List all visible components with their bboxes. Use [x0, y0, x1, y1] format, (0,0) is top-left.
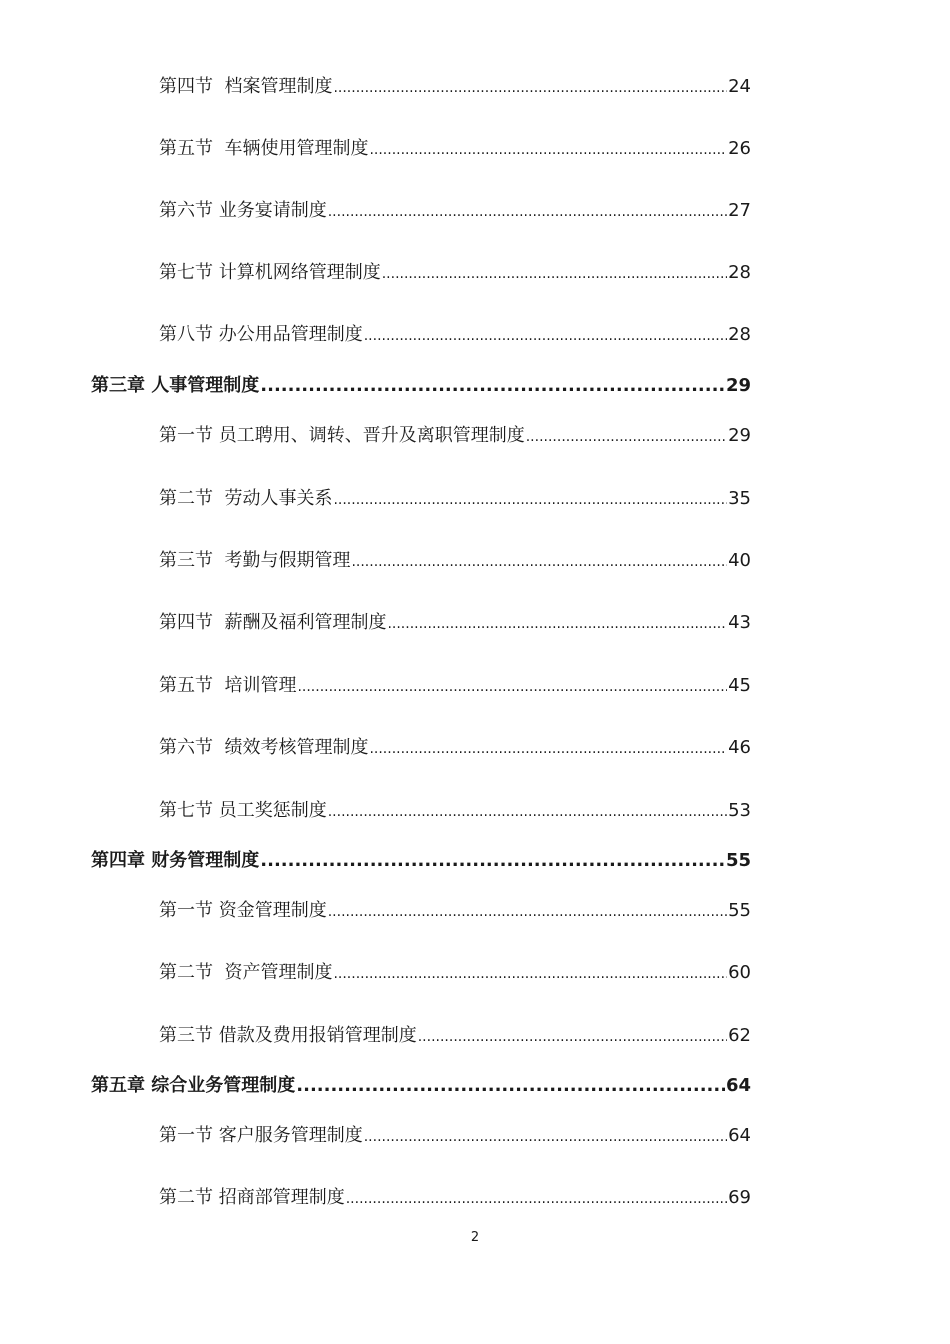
toc-leader-dots	[369, 142, 727, 158]
toc-leader-dots	[333, 80, 727, 96]
toc-entry-label: 第四节 薪酬及福利管理制度	[159, 612, 387, 633]
toc-chapter-label: 第五章 综合业务管理制度	[91, 1075, 296, 1096]
toc-entry-page: 43	[728, 612, 751, 633]
toc-entry[interactable]	[159, 796, 751, 822]
toc-entry-page: 24	[728, 76, 751, 97]
toc-chapter-page: 29	[725, 375, 751, 396]
toc-entry-page: 45	[728, 675, 751, 696]
toc-entry-label: 第一节 资金管理制度	[159, 900, 327, 921]
toc-entry[interactable]	[159, 1021, 751, 1047]
toc-leader-dots	[364, 1129, 727, 1145]
toc-chapter-entry[interactable]	[91, 846, 751, 872]
toc-entry-page: 60	[728, 962, 751, 983]
toc-entry-label: 第六节 绩效考核管理制度	[159, 737, 369, 758]
toc-leader-dots	[382, 266, 727, 282]
toc-entry[interactable]	[159, 72, 751, 98]
toc-entry-page: 28	[728, 324, 751, 345]
toc-entry-page: 35	[728, 488, 751, 509]
toc-entry-page: 27	[728, 200, 751, 221]
toc-entry-label: 第六节 业务宴请制度	[159, 200, 327, 221]
toc-entry-page: 40	[728, 550, 751, 571]
toc-entry-page: 64	[728, 1125, 751, 1146]
toc-entry-label: 第二节 招商部管理制度	[159, 1187, 345, 1208]
toc-entry-page: 69	[728, 1187, 751, 1208]
toc-entry[interactable]	[159, 671, 751, 697]
toc-entry-label: 第七节 员工奖惩制度	[159, 800, 327, 821]
toc-leader-dots	[369, 741, 727, 757]
toc-leader-dots	[328, 904, 727, 920]
toc-entry-label: 第二节 资产管理制度	[159, 962, 333, 983]
toc-entry-label: 第七节 计算机网络管理制度	[159, 262, 381, 283]
toc-chapter-entry[interactable]	[91, 371, 751, 397]
toc-entry-page: 62	[728, 1025, 751, 1046]
toc-entry-page: 28	[728, 262, 751, 283]
toc-leader-dots	[333, 966, 727, 982]
toc-chapter-entry[interactable]	[91, 1071, 751, 1097]
toc-leader-dots	[351, 554, 727, 570]
toc-entry[interactable]	[159, 608, 751, 634]
toc-entry-label: 第一节 客户服务管理制度	[159, 1125, 363, 1146]
page-number: 2	[470, 1230, 480, 1245]
toc-entry-label: 第一节 员工聘用、调转、晋升及离职管理制度	[159, 425, 525, 446]
toc-entry-page: 55	[728, 900, 751, 921]
toc-entry-label: 第三节 考勤与假期管理	[159, 550, 351, 571]
toc-entry[interactable]	[159, 484, 751, 510]
toc-leader-dots	[418, 1029, 727, 1045]
toc-leader-dots	[364, 328, 727, 344]
toc-entry-label: 第二节 劳动人事关系	[159, 488, 333, 509]
toc-leader-dots	[526, 429, 727, 445]
toc-entry[interactable]	[159, 258, 751, 284]
toc-entry-page: 53	[728, 800, 751, 821]
toc-entry-label: 第八节 办公用品管理制度	[159, 324, 363, 345]
toc-leader-dots	[297, 679, 727, 695]
toc-entry-page: 29	[728, 425, 751, 446]
toc-entry[interactable]	[159, 958, 751, 984]
toc-chapter-page: 55	[725, 850, 751, 871]
toc-entry[interactable]	[159, 1183, 751, 1209]
toc-entry[interactable]	[159, 546, 751, 572]
toc-leader-dots	[296, 1075, 725, 1096]
toc-chapter-label: 第三章 人事管理制度	[91, 375, 260, 396]
toc-entry-page: 46	[728, 737, 751, 758]
toc-entry[interactable]	[159, 896, 751, 922]
toc-entry[interactable]	[159, 320, 751, 346]
toc-entry-label: 第五节 培训管理	[159, 675, 297, 696]
toc-entry[interactable]	[159, 1121, 751, 1147]
toc-entry[interactable]	[159, 134, 751, 160]
toc-entry-label: 第四节 档案管理制度	[159, 76, 333, 97]
toc-leader-dots	[328, 204, 727, 220]
toc-entry[interactable]	[159, 196, 751, 222]
toc-entry-label: 第五节 车辆使用管理制度	[159, 138, 369, 159]
toc-entry[interactable]	[159, 421, 751, 447]
toc-entry-label: 第三节 借款及费用报销管理制度	[159, 1025, 417, 1046]
toc-leader-dots	[333, 492, 727, 508]
toc-chapter-page: 64	[725, 1075, 751, 1096]
toc-leader-dots	[346, 1191, 727, 1207]
toc-entry[interactable]	[159, 733, 751, 759]
toc-entry-page: 26	[728, 138, 751, 159]
toc-leader-dots	[260, 850, 725, 871]
toc-leader-dots	[260, 375, 725, 396]
toc-chapter-label: 第四章 财务管理制度	[91, 850, 260, 871]
toc-leader-dots	[328, 804, 727, 820]
toc-leader-dots	[387, 616, 727, 632]
